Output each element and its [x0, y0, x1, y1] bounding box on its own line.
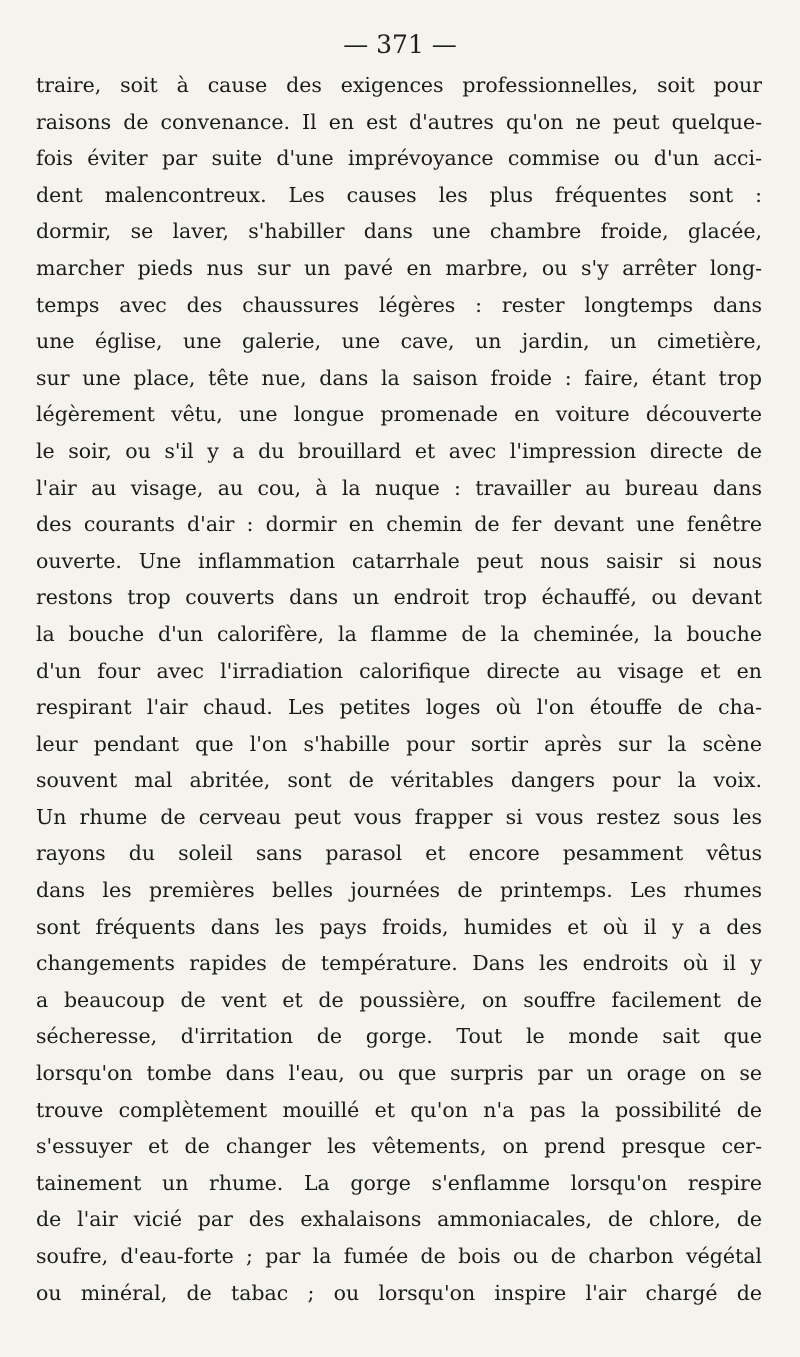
text-line: fois éviter par suite d'une imprévoyance commise ou d'un acci- [36, 146, 762, 171]
text-line: changements rapides de température. Dans les endroits où il y [36, 951, 762, 976]
text-line: sur une place, tête nue, dans la saison froide : faire, étant trop [36, 365, 762, 390]
text-line: l'air au visage, au cou, à la nuque : travailler au bureau dans [36, 475, 762, 500]
text-line: souvent mal abritée, sont de véritables dangers pour la voix. [36, 768, 762, 793]
text-line: dormir, se laver, s'habiller dans une chambre froide, glacée, [36, 219, 762, 244]
text-line: le soir, ou s'il y a du brouillard et avec l'impression directe de [36, 438, 762, 463]
body-text [36, 67, 762, 1311]
text-line: leur pendant que l'on s'habille pour sortir après sur la scène [36, 731, 762, 756]
text-line: sécheresse, d'irritation de gorge. Tout le monde sait que [36, 1024, 762, 1049]
text-line: a beaucoup de vent et de poussière, on souffre facilement de [36, 987, 762, 1012]
text-line: Un rhume de cerveau peut vous frapper si vous restez sous les [36, 804, 762, 829]
text-line: s'essuyer et de changer les vêtements, on prend presque cer- [36, 1134, 762, 1159]
text-line: restons trop couverts dans un endroit trop échauffé, ou devant [36, 585, 762, 610]
text-line: traire, soit à cause des exigences professionnelles, soit pour [36, 73, 762, 97]
text-line: rayons du soleil sans parasol et encore pesamment vêtus [36, 841, 762, 866]
text-line: tainement un rhume. La gorge s'enflamme lorsqu'on respire [36, 1170, 762, 1195]
text-line: d'un four avec l'irradiation calorifique directe au visage et en [36, 658, 762, 683]
text-line: trouve complètement mouillé et qu'on n'a pas la possibilité de [36, 1097, 762, 1122]
text-line: respirant l'air chaud. Les petites loges où l'on étouffe de cha- [36, 695, 762, 720]
text-line: la bouche d'un calorifère, la flamme de la cheminée, la bouche [36, 621, 762, 646]
text-line: temps avec des chaussures légères : rester longtemps dans [36, 292, 762, 317]
text-line: dans les premières belles journées de printemps. Les rhumes [36, 878, 762, 903]
text-line: de l'air vicié par des exhalaisons ammoniacales, de chlore, de [36, 1207, 762, 1232]
text-line: marcher pieds nus sur un pavé en marbre, ou s'y arrêter long- [36, 255, 762, 280]
text-line: dent malencontreux. Les causes les plus fréquentes sont : [36, 182, 762, 207]
page-number: — 371 — [343, 30, 457, 59]
text-line: une église, une galerie, une cave, un jardin, un cimetière, [36, 329, 762, 354]
text-line: soufre, d'eau-forte ; par la fumée de bois ou de charbon végétal [36, 1244, 762, 1268]
text-line: sont fréquents dans les pays froids, humides et où il y a des [36, 914, 762, 939]
text-line: ouverte. Une inflammation catarrhale peut nous saisir si nous [36, 548, 762, 573]
text-line: des courants d'air : dormir en chemin de fer devant une fenêtre [36, 512, 762, 537]
text-line: légèrement vêtu, une longue promenade en voiture découverte [36, 402, 762, 427]
text-line: raisons de convenance. Il en est d'autres qu'on ne peut quelque- [36, 109, 762, 134]
text-line: ou minéral, de tabac ; ou lorsqu'on inspire l'air chargé de [36, 1280, 762, 1305]
text-line: lorsqu'on tombe dans l'eau, ou que surpris par un orage on se [36, 1061, 762, 1086]
